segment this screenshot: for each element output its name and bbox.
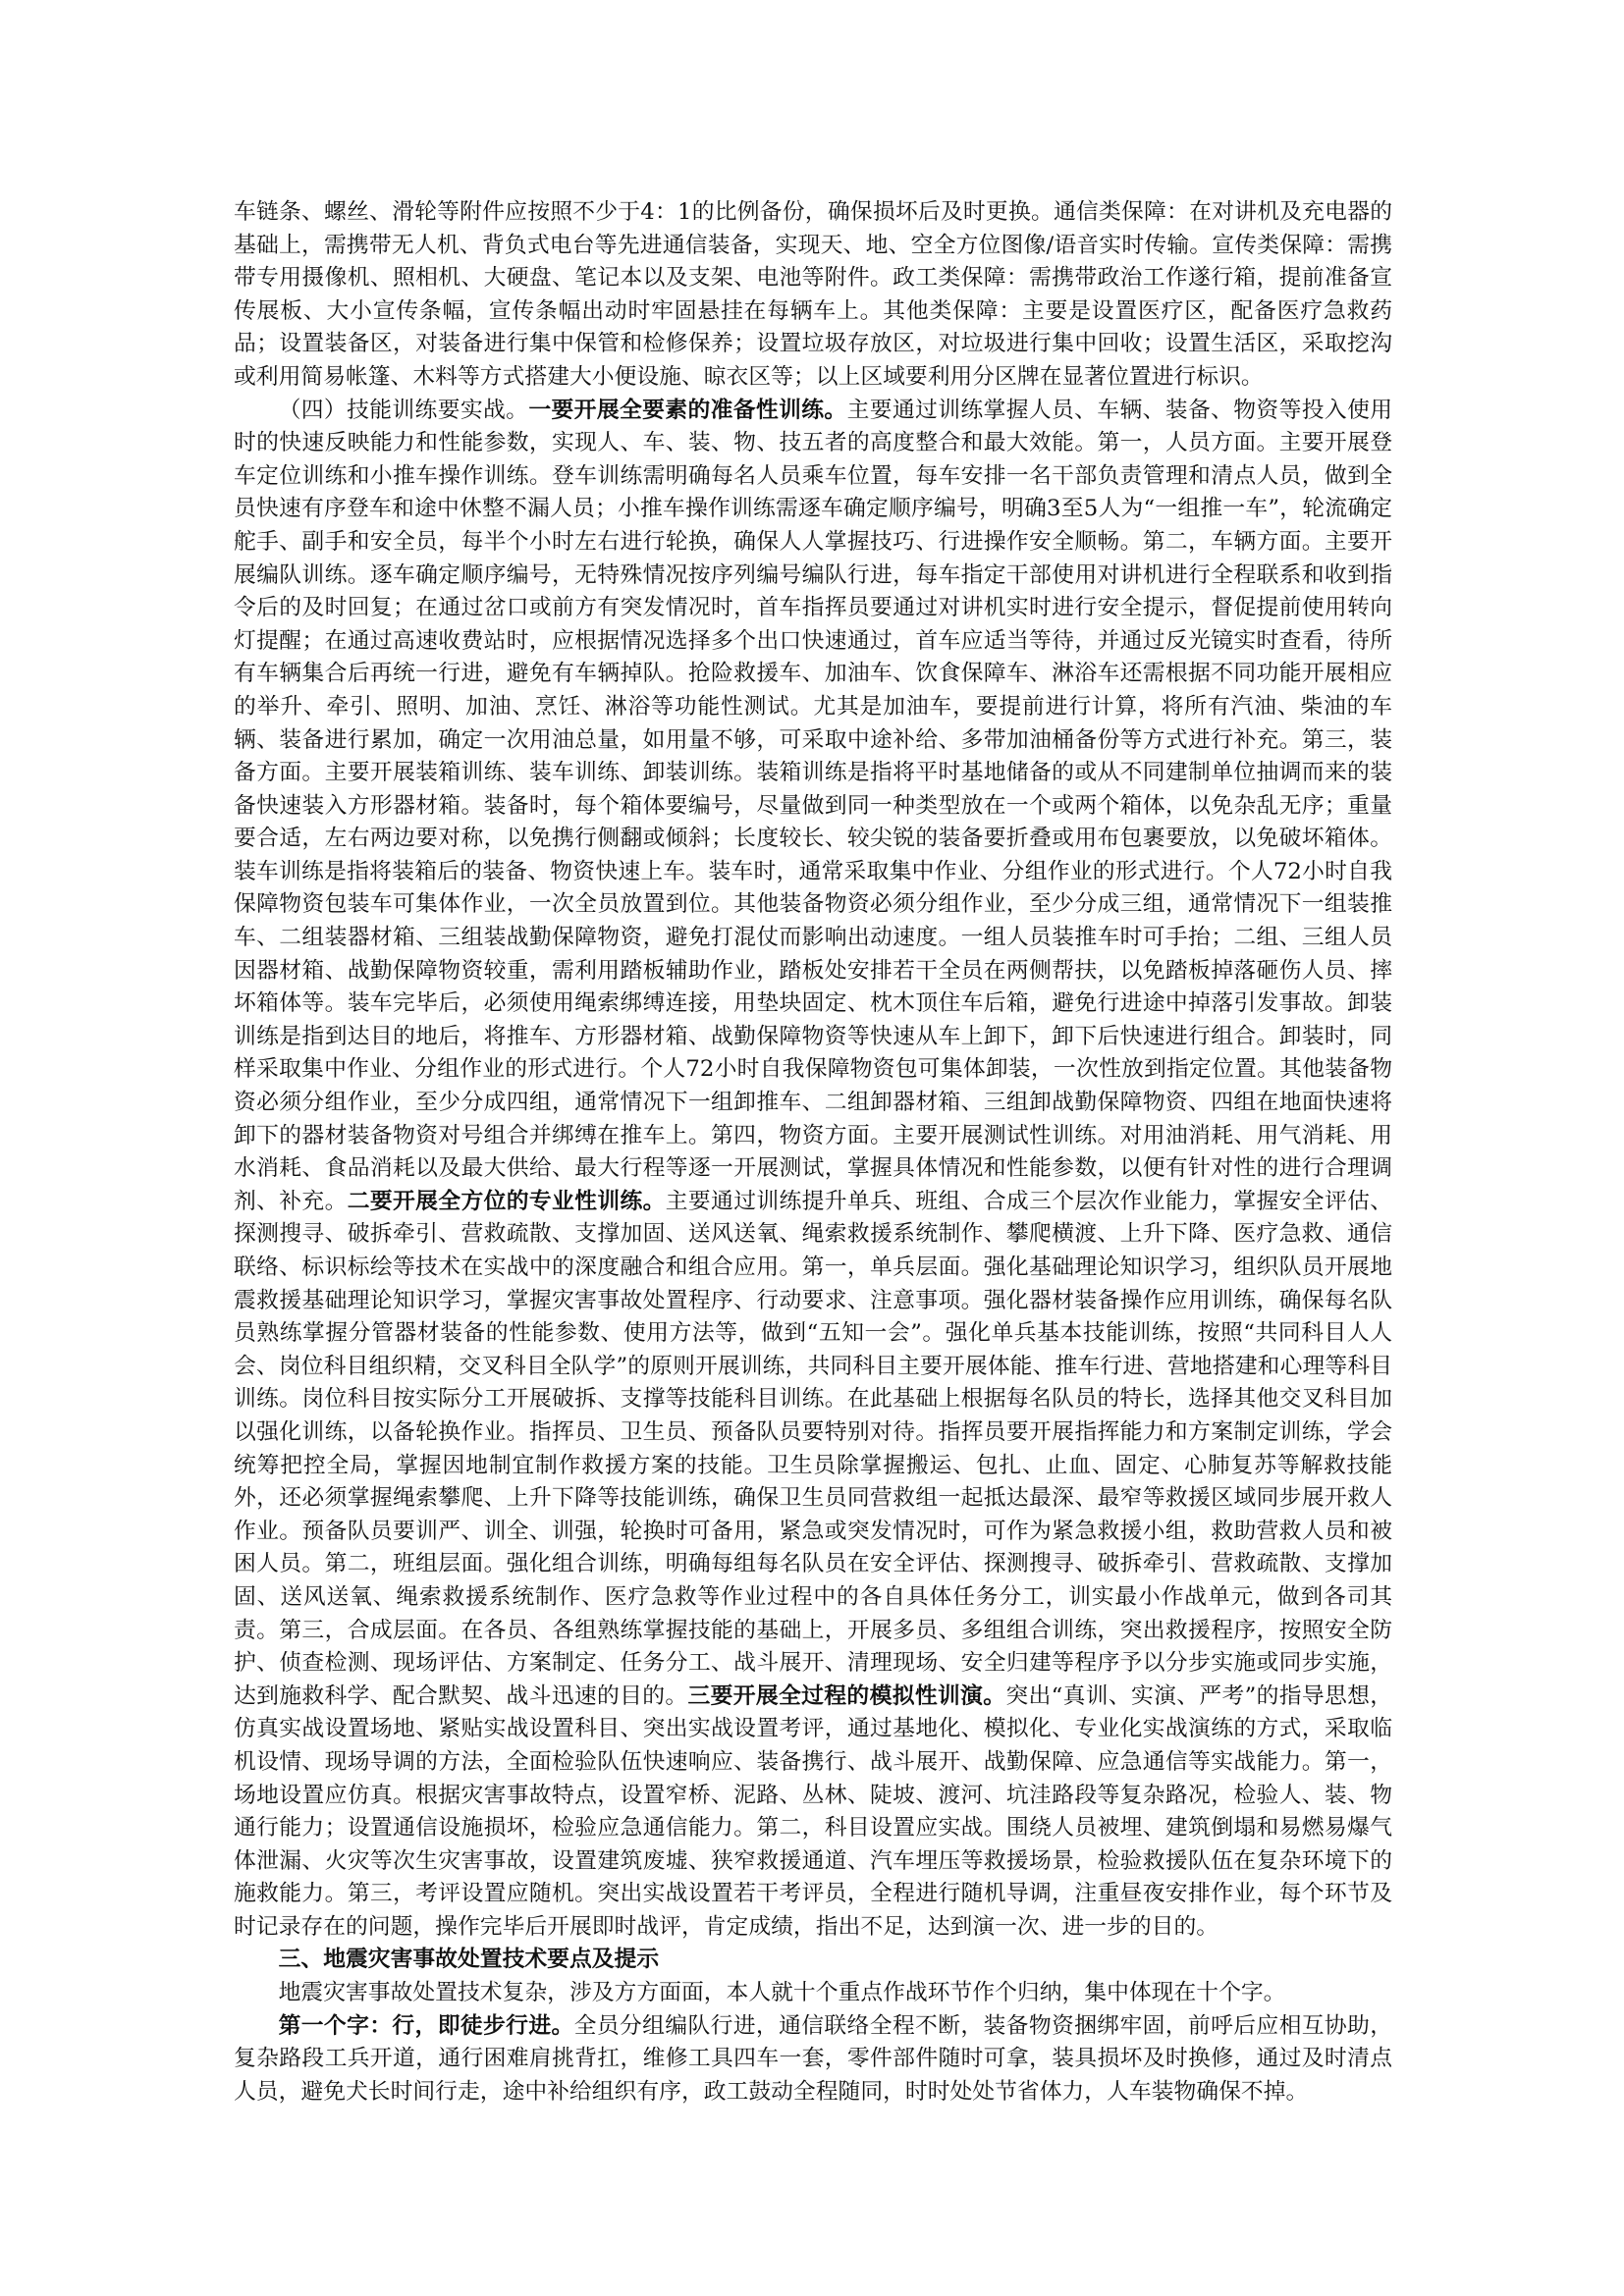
bold-lead-preparatory-training: 一要开展全要素的准备性训练。 <box>528 397 847 423</box>
paragraph-text: 地震灾害事故处置技术复杂，涉及方方面面，本人就十个重点作战环节作个归纳，集中体现在十个字。 <box>278 1980 1286 2006</box>
paragraph-text: 主要通过训练掌握人员、车辆、装备、物资等投入使用时的快速反映能力和性能参数，实现人、车、装、物、技五者的高度整合和最大效能。第一，人员方面。主要开展登车定位训练和小推车操作训练。登车训练需明确每名人员乘车位置，每车安排一名干部负责管理和清点人员，做到全员快速有序登车和途中休整不漏人员；小推车操作训练需逐车确定顺序编号，明确3至5人为“一组推一车”，轮流确定舵手、副手和安全员，每半个小时左右进行轮换，确保人人掌握技巧、行进操作安全顺畅。第二，车辆方面。主要开展编队训练。逐车确定顺序编号，无特殊情况按序列编号编队行进，每车指定干部使用对讲机进行全程联系和收到指令后的及时回复；在通过岔口或前方有突发情况时，首车指挥员要通过对讲机实时进行安全提示，督促提前使用转向灯提醒；在通过高速收费站时，应根据情况选择多个出口快速通过，首车应适当等待，并通过反光镜实时查看，待所有车辆集合后再统一行进，避免有车辆掉队。抢险救援车、加油车、饮食保障车、淋浴车还需根据不同功能开展相应的举升、牵引、照明、加油、烹饪、淋浴等功能性测试。尤其是加油车，要提前进行计算，将所有汽油、柴油的车辆、装备进行累加，确定一次用油总量，如用量不够，可采取中途补给、多带加油桶备份等方式进行补充。第三，装备方面。主要开展装箱训练、装车训练、卸装训练。装箱训练是指将平时基地储备的或从不同建制单位抽调而来的装备快速装入方形器材箱。装备时，每个箱体要编号，尽量做到同一种类型放在一个或两个箱体，以免杂乱无序；重量要合适，左右两边要对称，以免携行侧翻或倾斜；长度较长、较尖锐的装备要折叠或用布包裹要放，以免破坏箱体。装车训练是指将装箱后的装备、物资快速上车。装车时，通常采取集中作业、分组作业的形式进行。个人72小时自我保障物资包装车可集体作业，一次全员放置到位。其他装备物资必须分组作业，至少分成三组，通常情况下一组装推车、二组装器材箱、三组装战勤保障物资，避免打混仗而影响出动速度。一组人员装推车时可手抬；二组、三组人员因器材箱、战勤保障物资较重，需利用踏板辅助作业，踏板处安排若干全员在两侧帮扶，以免踏板掉落砸伤人员、摔坏箱体等。装车完毕后，必须使用绳索绑缚连接，用垫块固定、枕木顶住车后箱，避免行进途中掉落引发事故。卸装训练是指到达目的地后，将推车、方形器材箱、战勤保障物资等快速从车上卸下，卸下后快速进行组合。卸装时，同样采取集中作业、分组作业的形式进行。个人72小时自我保障物资包可集体卸装，一次性放到指定位置。其他装备物资必须分组作业，至少分成四组，通常情况下一组卸推车、二组卸器材箱、三组卸战勤保障物资、四组在地面快速将卸下的器材装备物资对号组合并绑缚在推车上。第四，物资方面。主要开展测试性训练。对用油消耗、用气消耗、用水消耗、食品消耗以及最大供给、最大行程等逐一开展测试，掌握具体情况和性能参数，以便有针对性的进行合理调剂、补充。 <box>234 397 1393 1214</box>
paragraph-intro-ten-characters <box>234 1977 1392 2010</box>
bold-lead-professional-training: 二要开展全方位的专业性训练。 <box>347 1188 666 1214</box>
bold-lead-simulation-training: 三要开展全过程的模拟性训演。 <box>687 1682 1006 1709</box>
bold-lead-first-character: 第一个字：行，即徒步行进。 <box>278 2012 574 2039</box>
section-heading-earthquake-tech: 三、地震灾害事故处置技术要点及提示 <box>278 1947 660 1973</box>
paragraph-text: 全员分组编队行进，通信联络全程不断，装备物资捆绑牢固，前呼后应相互协助，复杂路段工兵开道，通行困难肩挑背扛，维修工具四车一套，零件部件随时可拿，装具损坏及时换修，通过及时清点人员，避免犬长时间行走，途中补给组织有序，政工鼓动全程随同，时时处处节省体力，人车装物确保不掉。 <box>234 2012 1393 2105</box>
paragraph-logistics-support <box>234 196 1392 395</box>
paragraph-text: 车链条、螺丝、滑轮等附件应按照不少于4：1的比例备份，确保损坏后及时更换。通信类保障：在对讲机及充电器的基础上，需携带无人机、背负式电台等先进通信装备，实现天、地、空全方位图像/语音实时传输。宣传类保障：需携带专用摄像机、照相机、大硬盘、笔记本以及支架、电池等附件。政工类保障：需携带政治工作遂行箱，提前准备宣传展板、大小宣传条幅，宣传条幅出动时牢固悬挂在每辆车上。其他类保障：主要是设置医疗区，配备医疗急救药品；设置装备区，对装备进行集中保管和检修保养；设置垃圾存放区，对垃圾进行集中回收；设置生活区，采取挖沟或利用简易帐篷、木料等方式搭建大小便设施、晾衣区等；以上区域要利用分区牌在显著位置进行标识。 <box>234 199 1392 390</box>
paragraph-text: 主要通过训练提升单兵、班组、合成三个层次作业能力，掌握安全评估、探测搜寻、破拆牵引、营救疏散、支撑加固、送风送氧、绳索救援系统制作、攀爬横渡、上升下降、医疗急救、通信联络、标识标绘等技术在实战中的深度融合和组合应用。第一，单兵层面。强化基础理论知识学习，组织队员开展地震救援基础理论知识学习，掌握灾害事故处置程序、行动要求、注意事项。强化器材装备操作应用训练，确保每名队员熟练掌握分管器材装备的性能参数、使用方法等，做到“五知一会”。强化单兵基本技能训练，按照“共同科目人人会、岗位科目组织精，交叉科目全队学”的原则开展训练，共同科目主要开展体能、推车行进、营地搭建和心理等科目训练。岗位科目按实际分工开展破拆、支撑等技能科目训练。在此基础上根据每名队员的特长，选择其他交叉科目加以强化训练，以备轮换作业。指挥员、卫生员、预备队员要特别对待。指挥员要开展指挥能力和方案制定训练，学会统筹把控全局，掌握因地制宜制作救援方案的技能。卫生员除掌握搬运、包扎、止血、固定、心肺复苏等解救技能外，还必须掌握绳索攀爬、上升下降等技能训练，确保卫生员同营救组一起抵达最深、最窄等救援区域同步展开救人作业。预备队员要训严、训全、训强，轮换时可备用，紧急或突发情况时，可作为紧急救援小组，救助营救人员和被困人员。第二，班组层面。强化组合训练，明确每组每名队员在安全评估、探测搜寻、破拆牵引、营救疏散、支撑加固、送风送氧、绳索救援系统制作、医疗急救等作业过程中的各自具体任务分工，训实最小作战单元，做到各司其责。第三，合成层面。在各员、各组熟练掌握技能的基础上，开展多员、多组组合训练，突出救援程序，按照安全防护、侦查检测、现场评估、方案制定、任务分工、战斗展开、清理现场、安全归建等程序予以分步实施或同步实施，达到施救科学、配合默契、战斗迅速的目的。 <box>234 1188 1393 1709</box>
paragraph-skill-training <box>234 395 1392 1945</box>
paragraph-first-character <box>234 2010 1392 2109</box>
document-page <box>234 196 1392 2109</box>
paragraph-text: 突出“真训、实演、严考”的指导思想，仿真实战设置场地、紧贴实战设置科目、突出实战设置考评，通过基地化、模拟化、专业化实战演练的方式，采取临机设情、现场导调的方法，全面检验队伍快速响应、装备携行、战斗展开、战勤保障、应急通信等实战能力。第一，场地设置应仿真。根据灾害事故特点，设置窄桥、泥路、丛林、陡坡、渡河、坑洼路段等复杂路况，检验人、装、物通行能力；设置通信设施损坏，检验应急通信能力。第二，科目设置应实战。围绕人员被埋、建筑倒塌和易燃易爆气体泄漏、火灾等次生灾害事故，设置建筑废墟、狭窄救援通道、汽车埋压等救援场景，检验救援队伍在复杂环境下的施救能力。第三，考评设置应随机。突出实战设置若干考评员，全程进行随机导调，注重昼夜安排作业，每个环节及时记录存在的问题，操作完毕后开展即时战评，肯定成绩，指出不足，达到演一次、进一步的目的。 <box>234 1682 1393 1940</box>
section-subheading: （四）技能训练要实战。 <box>278 397 529 423</box>
